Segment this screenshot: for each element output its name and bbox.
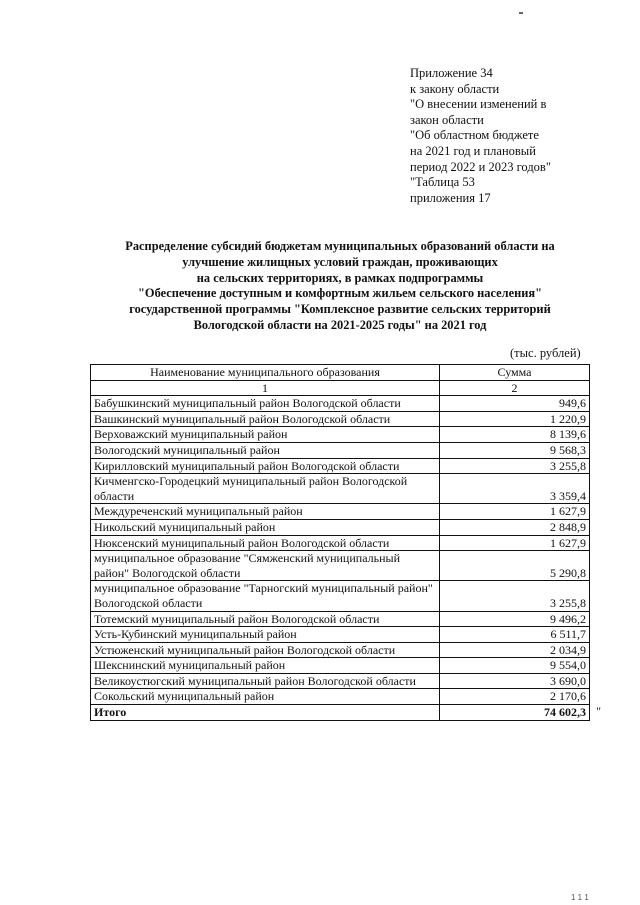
- subsidy-table: [90, 364, 601, 721]
- row-sum: 6 511,7: [440, 627, 590, 643]
- row-sum: 1 627,9: [440, 535, 590, 551]
- row-sum: 3 255,8: [440, 581, 590, 611]
- column-number-2: 2: [440, 380, 590, 396]
- row-sum: 2 034,9: [440, 642, 590, 658]
- row-sum: 9 554,0: [440, 658, 590, 674]
- table-row: [91, 627, 590, 643]
- row-name: Нюксенский муниципальный район Вологодской области: [91, 535, 440, 551]
- table-header-row: [91, 365, 590, 381]
- title-line: Вологодской области на 2021-2025 годы" на 2021 год: [193, 317, 487, 332]
- table-row: [91, 581, 590, 611]
- title-line: "Обеспечение доступным и комфортным жильем сельского населения": [138, 286, 542, 301]
- appendix-line: период 2022 и 2023 годов": [410, 159, 551, 174]
- row-name: Междуреченский муниципальный район: [91, 504, 440, 520]
- document-title: [86, 239, 594, 334]
- table-row: [91, 642, 590, 658]
- row-sum: 1 220,9: [440, 411, 590, 427]
- row-sum: 3 690,0: [440, 673, 590, 689]
- table-row: [91, 442, 590, 458]
- closing-quote: ": [596, 704, 601, 719]
- title-line: улучшение жилищных условий граждан, проживающих: [182, 254, 498, 269]
- total-sum: 74 602,3: [544, 705, 586, 720]
- total-cell: [440, 704, 601, 721]
- row-sum: 2 848,9: [440, 519, 590, 535]
- row-name: Усть-Кубинский муниципальный район: [91, 627, 440, 643]
- row-sum: 1 627,9: [440, 504, 590, 520]
- header-name: Наименование муниципального образования: [91, 365, 440, 381]
- table-row: [91, 458, 590, 474]
- table-row: [91, 504, 590, 520]
- header-sum: Сумма: [440, 365, 590, 381]
- appendix-line: на 2021 год и плановый: [410, 143, 536, 158]
- row-name: Тотемский муниципальный район Вологодской области: [91, 611, 440, 627]
- appendix-reference: [410, 66, 630, 206]
- table-row: [91, 535, 590, 551]
- table-row: [91, 474, 590, 504]
- table-row: [91, 411, 590, 427]
- row-name: Кичменгско-Городецкий муниципальный район Вологодской области: [91, 474, 440, 504]
- title-line: на сельских территориях, в рамках подпрограммы: [196, 270, 484, 285]
- units-label: (тыс. рублей): [510, 346, 581, 360]
- table-row: [91, 611, 590, 627]
- title-line: государственной программы "Комплексное развитие сельских территорий: [129, 302, 551, 317]
- table-row: [91, 519, 590, 535]
- row-name: Кирилловский муниципальный район Вологодской области: [91, 458, 440, 474]
- total-label: Итого: [91, 705, 440, 721]
- table-row: [91, 658, 590, 674]
- row-name: Бабушкинский муниципальный район Вологодской области: [91, 396, 440, 412]
- row-sum: 3 359,4: [440, 474, 590, 504]
- column-number-row: [91, 380, 590, 396]
- column-number-1: 1: [91, 380, 440, 396]
- row-name: Верховажский муниципальный район: [91, 427, 440, 443]
- row-name: Сокольский муниципальный район: [91, 689, 440, 705]
- table-row: [91, 396, 590, 412]
- table-row: [91, 673, 590, 689]
- row-sum: 3 255,8: [440, 458, 590, 474]
- page-mark: 1 1 1: [571, 893, 589, 902]
- row-name: Шекснинский муниципальный район: [91, 658, 440, 674]
- row-sum: 9 496,2: [440, 611, 590, 627]
- total-row: [91, 705, 590, 721]
- row-name: муниципальное образование "Тарногский муниципальный район" Вологодской области: [91, 581, 440, 611]
- row-name: Вологодский муниципальный район: [91, 442, 440, 458]
- appendix-line: "Об областном бюджете: [410, 128, 539, 143]
- appendix-line: к закону области: [410, 81, 500, 96]
- row-sum: 5 290,8: [440, 551, 590, 581]
- appendix-line: "О внесении изменений в: [410, 97, 547, 112]
- scan-mark: [519, 12, 523, 14]
- table-row: [91, 689, 590, 705]
- row-sum: 9 568,3: [440, 442, 590, 458]
- title-line: Распределение субсидий бюджетам муниципальных образований области на: [125, 239, 555, 253]
- row-name: Устюженский муниципальный район Вологодской области: [91, 642, 440, 658]
- row-name: муниципальное образование "Сямженский муниципальный район" Вологодской области: [91, 551, 440, 581]
- appendix-line: закон области: [410, 112, 484, 127]
- row-name: Великоустюгский муниципальный район Вологодской области: [91, 673, 440, 689]
- row-name: Никольский муниципальный район: [91, 519, 440, 535]
- table-row: [91, 551, 590, 581]
- appendix-line: приложения 17: [410, 190, 491, 205]
- row-sum: 949,6: [440, 396, 590, 412]
- row-sum: 2 170,6: [440, 689, 590, 705]
- row-name: Вашкинский муниципальный район Вологодской области: [91, 411, 440, 427]
- row-sum: 8 139,6: [440, 427, 590, 443]
- appendix-line: "Таблица 53: [410, 175, 475, 190]
- table-row: [91, 427, 590, 443]
- appendix-line: Приложение 34: [410, 66, 493, 80]
